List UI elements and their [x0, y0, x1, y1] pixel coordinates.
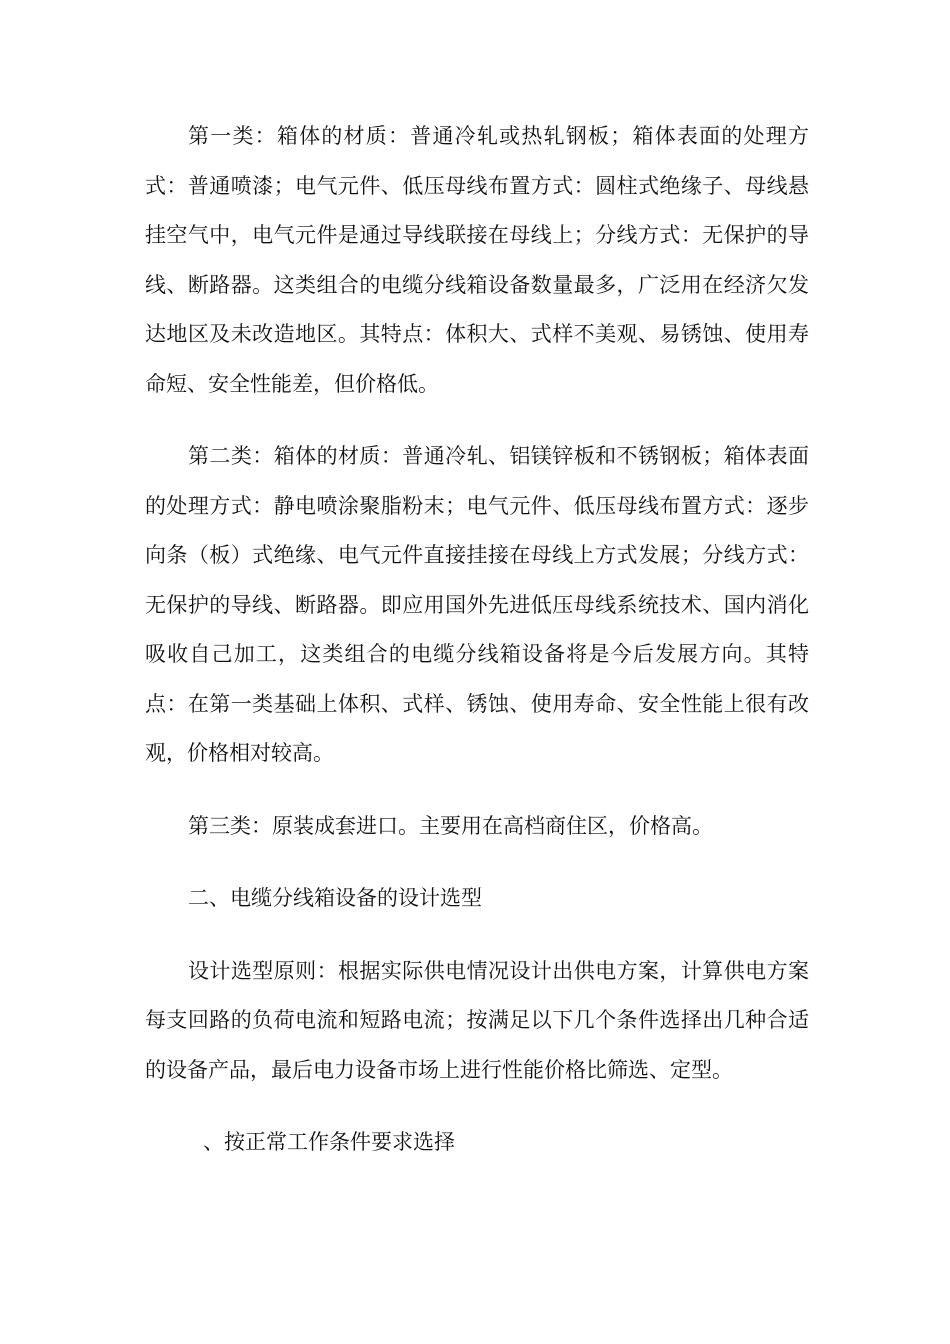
subheading-normal-conditions: 、按正常工作条件要求选择: [203, 1130, 455, 1154]
paragraph-category-one: 第一类：箱体的材质：普通冷轧或热轧钢板；箱体表面的处理方式：普通喷漆；电气元件、低压母线布置方式：圆柱式绝缘子、母线悬挂空气中，电气元件是通过导线联接在母线上；分线方式：无保护的导线、断路器。这类组合的电缆分线箱设备数量最多，广泛用在经济欠发达地区及未改造地区。其特点：体积大、式样不美观、易锈蚀、使用寿命短、安全性能差，但价格低。: [145, 124, 809, 396]
paragraph-selection-principle: 设计选型原则：根据实际供电情况设计出供电方案，计算供电方案每支回路的负荷电流和短路电流；按满足以下几个条件选择出几种合适的设备产品，最后电力设备市场上进行性能价格比筛选、定型。: [145, 958, 809, 1082]
paragraph-category-two: 第二类：箱体的材质：普通冷轧、铝镁锌板和不锈钢板；箱体表面的处理方式：静电喷涂聚脂粉末；电气元件、低压母线布置方式：逐步向条（板）式绝缘、电气元件直接挂接在母线上方式发展；分线方式：无保护的导线、断路器。即应用国外先进低压母线系统技术、国内消化吸收自己加工，这类组合的电缆分线箱设备将是今后发展方向。其特点：在第一类基础上体积、式样、锈蚀、使用寿命、安全性能上很有改观，价格相对较高。: [145, 444, 809, 765]
paragraph-category-three: 第三类：原装成套进口。主要用在高档商住区，价格高。: [188, 813, 713, 838]
document-body: [145, 112, 809, 1191]
section-heading-design-selection: 二、电缆分线箱设备的设计选型: [188, 886, 482, 910]
